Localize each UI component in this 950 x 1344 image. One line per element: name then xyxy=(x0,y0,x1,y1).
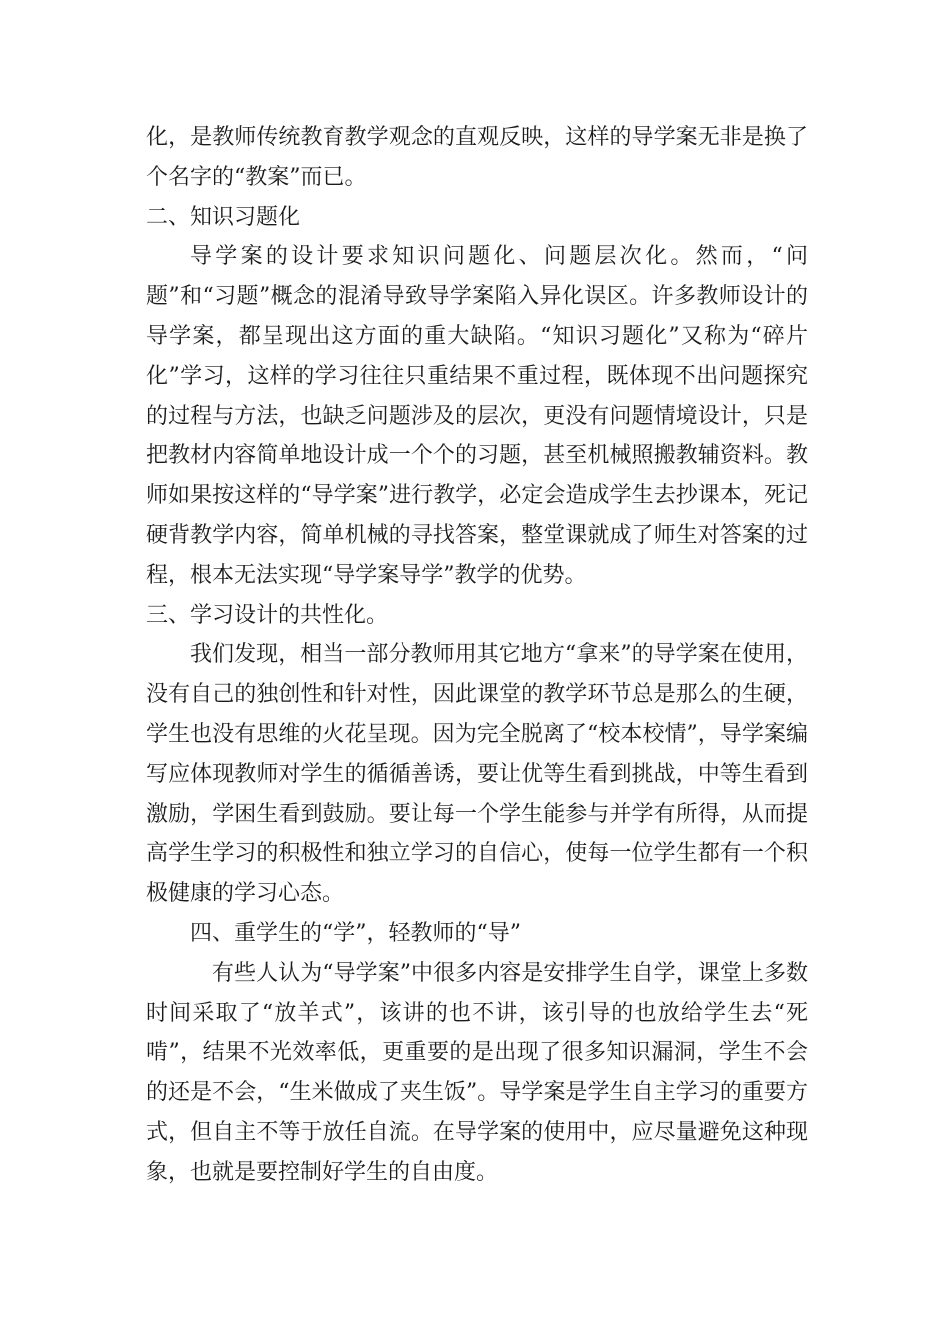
section-heading-3: 三、学习设计的共性化。 xyxy=(146,602,389,628)
paragraph-commonality: 我们发现，相当一部分教师用其它地方“拿来”的导学案在使用，没有自己的独创性和针对性，因此课堂的教学环节总是那么的生硬，学生也没有思维的火花呈现。因为完全脱离了“校本校情”，导学案编写应体现教师对学生的循循善诱，要让优等生看到挑战，中等生看到激励，学困生看到鼓励。要让每一个学生能参与并学有所得，从而提高学生学习的积极性和独立学习的自信心，使每一位学生都有一个积极健康的学习心态。 xyxy=(146,642,808,907)
section-heading-4: 四、重学生的“学”，轻教师的“导” xyxy=(190,920,521,946)
paragraph-student-learning: 有些人认为“导学案”中很多内容是安排学生自学，课堂上多数时间采取了“放羊式”，该讲的也不讲，该引导的也放给学生去“死啃”，结果不光效率低，更重要的是出现了很多知识漏洞，学生不会的还是不会，“生米做成了夹生饭”。导学案是学生自主学习的重要方式，但自主不等于放任自流。在导学案的使用中，应尽量避免这种现象，也就是要控制好学生的自由度。 xyxy=(146,960,808,1185)
document-body xyxy=(146,118,808,1193)
paragraph-continuation: 化，是教师传统教育教学观念的直观反映，这样的导学案无非是换了个名字的“教案”而已。 xyxy=(146,125,808,190)
section-heading-2: 二、知识习题化 xyxy=(146,204,301,230)
paragraph-knowledge-exercises: 导学案的设计要求知识问题化、问题层次化。然而，“问题”和“习题”概念的混淆导致导学案陷入异化误区。许多教师设计的导学案，都呈现出这方面的重大缺陷。“知识习题化”又称为“碎片化”学习，这样的学习往往只重结果不重过程，既体现不出问题探究的过程与方法，也缺乏问题涉及的层次，更没有问题情境设计，只是把教材内容简单地设计成一个个的习题，甚至机械照搬教辅资料。教师如果按这样的“导学案”进行教学，必定会造成学生去抄课本，死记硬背教学内容，简单机械的寻找答案，整堂课就成了师生对答案的过程，根本无法实现“导学案导学”教学的优势。 xyxy=(146,244,808,588)
